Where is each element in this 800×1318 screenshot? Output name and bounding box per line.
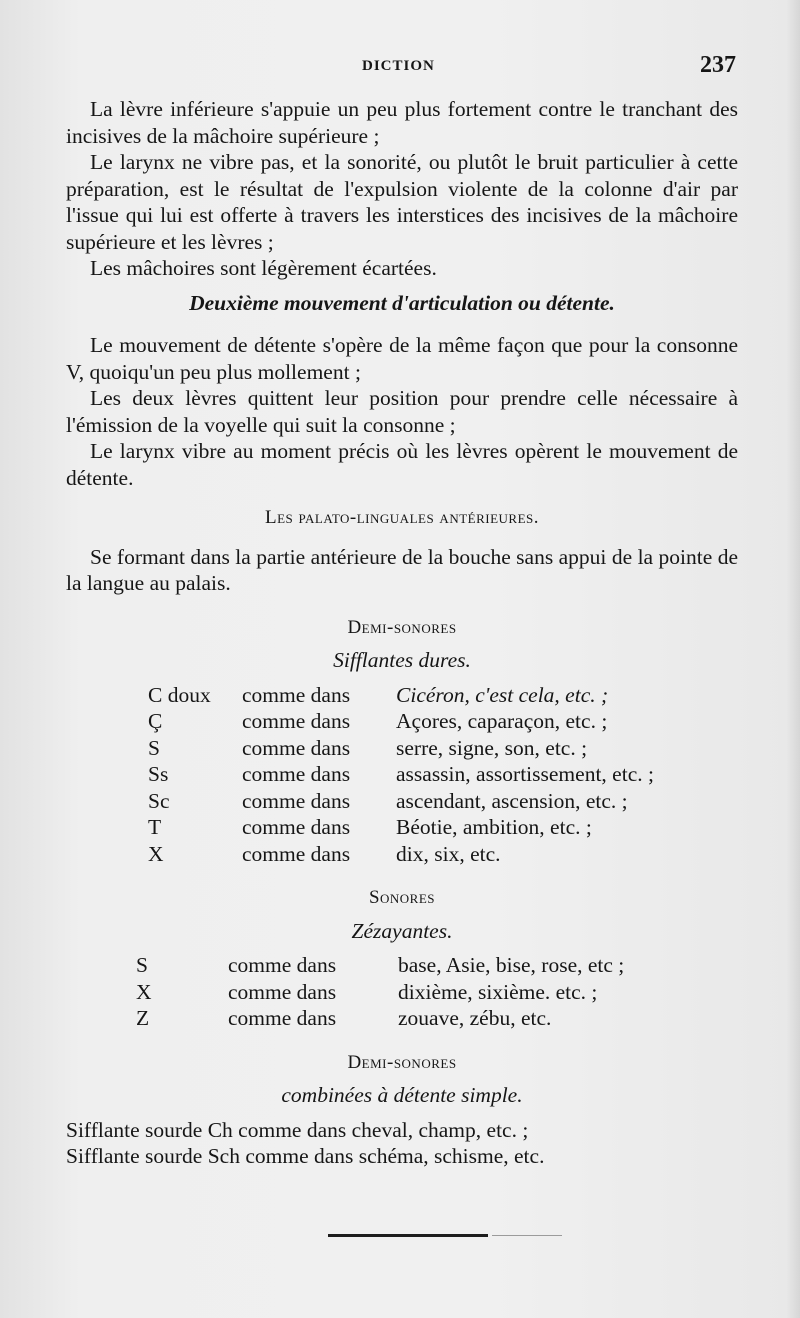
page-header (0, 52, 800, 86)
comme-dans: comme dans (242, 682, 351, 707)
page-body (66, 96, 738, 1170)
zezayantes-list (66, 952, 738, 1032)
subsection-subheading-sifflantes: Sifflantes dures. (333, 648, 471, 672)
comme-dans: comme dans (242, 762, 351, 786)
running-head: DICTION (362, 58, 435, 74)
examples: dix, six, etc. (396, 841, 501, 866)
paragraph: Se formant dans la partie antérieure de la bouche sans appui de la pointe de la langue au palais. (66, 544, 738, 595)
comme-dans: comme dans (228, 979, 337, 1004)
examples: Açores, caparaçon, etc. ; (396, 709, 608, 733)
subsection-heading-demi-sonores: Demi-sonores (347, 616, 457, 638)
section-heading-palato: Les palato-linguales antérieures. (264, 507, 540, 528)
subsection-heading-sonores: Sonores (368, 887, 436, 908)
comme-dans: comme dans (242, 841, 351, 866)
list-item: Sifflante sourde Ch comme dans cheval, champ, etc. ; (66, 1117, 529, 1142)
letter: Ss (148, 762, 169, 786)
examples: ascendant, ascension, etc. ; (396, 788, 628, 813)
list-item (66, 979, 738, 1006)
letter: S (148, 735, 160, 760)
sifflantes-list (66, 682, 738, 868)
combinees-list (66, 1117, 738, 1170)
list-item (66, 814, 738, 841)
list-item (66, 1005, 738, 1032)
examples: Cicéron, c'est cela, etc. ; (396, 682, 609, 707)
comme-dans: comme dans (242, 735, 351, 760)
list-item (66, 708, 738, 735)
letter: T (148, 815, 162, 839)
examples: assassin, assortissement, etc. ; (396, 762, 654, 786)
comme-dans: comme dans (228, 1006, 337, 1030)
subsection-heading-demi-sonores-combinees: Demi-sonores (347, 1051, 457, 1073)
list-item (66, 952, 738, 979)
letter: X (136, 979, 152, 1004)
letter: S (136, 953, 148, 977)
closing-rule-tail (492, 1235, 562, 1236)
section-heading-mouvement: Deuxième mouvement d'articulation ou détente. (189, 290, 615, 315)
list-item (66, 761, 738, 788)
paragraph: Le larynx ne vibre pas, et la sonorité, ou plutôt le bruit particulier à cette préparation, est le résultat de l'expulsion violente de la colonne d'air par l'issue qui lui est offerte à travers les interstices des incisives de la mâchoire supérieure et les lèvres ; (66, 150, 738, 254)
letter: X (148, 841, 164, 866)
list-item: Sifflante sourde Sch comme dans schéma, schisme, etc. (66, 1144, 545, 1168)
list-item (66, 735, 738, 762)
paragraph: Le mouvement de détente s'opère de la même façon que pour la consonne V, quoiqu'un peu plus mollement ; (66, 333, 738, 384)
closing-rule (328, 1234, 488, 1237)
list-item (66, 788, 738, 815)
examples: dixième, sixième. etc. ; (398, 979, 598, 1004)
comme-dans: comme dans (242, 788, 351, 813)
examples: serre, signe, son, etc. ; (396, 735, 588, 760)
subsection-subheading-combinees: combinées à détente simple. (281, 1083, 523, 1107)
comme-dans: comme dans (228, 953, 337, 977)
letter: Ç (148, 709, 163, 733)
paragraph: Les mâchoires sont légèrement écartées. (90, 256, 437, 280)
paragraph: Les deux lèvres quittent leur position pour prendre celle nécessaire à l'émission de la voyelle qui suit la consonne ; (66, 386, 738, 437)
examples: Béotie, ambition, etc. ; (396, 815, 592, 839)
list-item (66, 682, 738, 709)
letter: C doux (148, 682, 211, 707)
subsection-subheading-zezayantes: Zézayantes. (351, 918, 453, 943)
paragraph: Le larynx vibre au moment précis où les lèvres opèrent le mouvement de détente. (66, 439, 738, 490)
comme-dans: comme dans (242, 709, 351, 733)
letter: Sc (148, 788, 170, 813)
comme-dans: comme dans (242, 815, 351, 839)
examples: base, Asie, bise, rose, etc ; (398, 953, 625, 977)
page-number: 237 (700, 52, 736, 78)
list-item (66, 841, 738, 868)
page-edge-shadow (786, 0, 800, 1318)
examples: zouave, zébu, etc. (398, 1006, 552, 1030)
letter: Z (136, 1006, 150, 1030)
paragraph: La lèvre inférieure s'appuie un peu plus fortement contre le tranchant des incisives de la mâchoire supérieure ; (66, 97, 738, 148)
